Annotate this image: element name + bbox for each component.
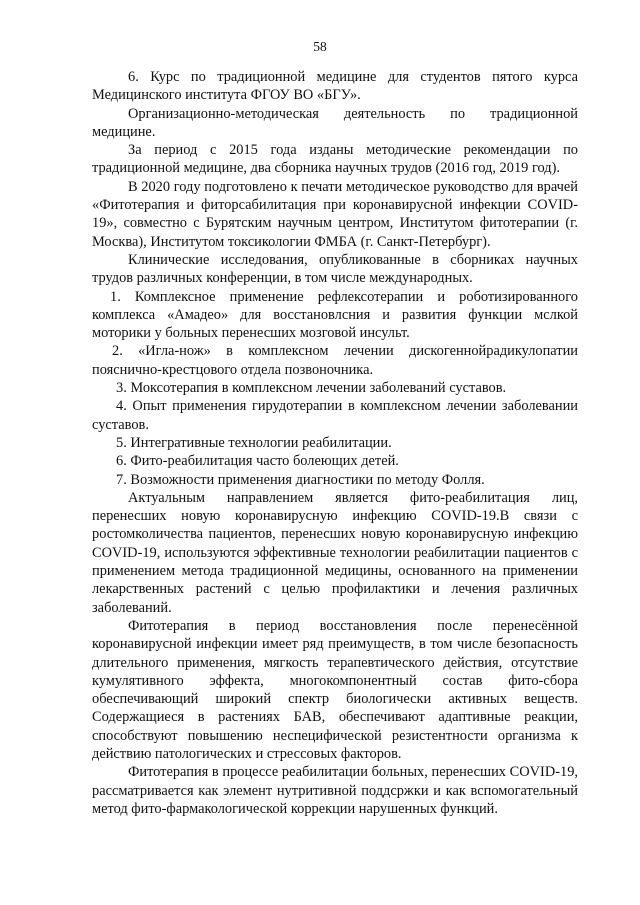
list-item-4: 4. Опыт применения гирудотерапии в комплексном лечении заболевании суставов.	[92, 398, 578, 433]
list-item-3: 3. Моксотерапия в комплексном лечении заболеваний суставов.	[116, 380, 507, 397]
page-number: 58	[313, 39, 327, 54]
list-item-6: 6. Фито-реабилитация часто болеющих детей.	[116, 453, 399, 470]
list-item-5: 5. Интегративные технологии реабилитации.	[116, 434, 392, 451]
paragraph-course-item: 6. Курс по традиционной медицине для студентов пятого курса Медицинского института ФГОУ ВО «БГУ».	[92, 69, 578, 104]
list-item-7: 7. Возможности применения диагностики по методу Фолля.	[116, 471, 485, 488]
paragraph-section-heading: Организационно-методическая деятельность по традиционной медицине.	[92, 105, 578, 140]
document-body	[92, 68, 578, 818]
list-item-2: 2. «Игла-нож» в комплексном лечении дискогеннойрадикулопатии пояснично-крестцового отдела позвоночника.	[92, 343, 578, 378]
paragraph-clinical-research: Клинические исследования, опубликованные в сборниках научных трудов различных конференции, в том числе международных.	[92, 251, 578, 287]
paragraph-phytotherapy-benefits: Фитотерапия в период восстановления после перенесённой коронавирусной инфекции имеет ряд преимуществ, в том числе безопасность длительного применения, мягкость терапевтического действия, отсутствие кумулятивного эффекта, многокомпонентный состав фито-сбора обеспечивающий широкий спектр биологически активных веществ. Содержащиеся в растениях БАВ, обеспечивают адаптивные реакции, способствуют повышению неспецифической резистентности организма к действию патологических и стрессовых факторов.	[92, 617, 578, 762]
list-item-1: 1. Комплексное применение рефлексотерапии и роботизированного комплекса «Амадео» для восстановлсния и развития функции мслкой моторики у больных перенесших мозговой инсульт.	[92, 288, 578, 342]
paragraph-phytotherapy-support: Фитотерапия в процессе реабилитации больных, перенесших COVID-19, рассматривается как элемент нутритивной поддсржки и как вспомогательный метод фито-фармакологической коррекции нарушенных функций.	[92, 764, 578, 817]
paragraph-publications: За период с 2015 года изданы методические рекомендации по традиционной медицине, два сборника научных трудов (2016 год, 2019 год).	[92, 142, 578, 177]
paragraph-covid-rehab: Актуальным направлением является фито-реабилитация лиц, перенесших новую коронавирусную инфекцию COVID-19.В связи с ростомколичества пациентов, перенесших новую коронавирусную инфекцию COVID-19, используются эффективные технологии реабилитации пациентов с применением метода традиционной медицины, основанного на применении лекарственных растений с целью профилактики и лечения различных заболеваний.	[92, 489, 578, 616]
paragraph-guide-2020: В 2020 году подготовлено к печати методическое руководство для врачей «Фитотерапия и фиторсабилитация при коронавирусной инфекции COVID-19», совместно с Бурятским научным центром, Институтом фитотерапии (г. Москва), Институтом токсикологии ФМБА (г. Санкт-Петербург).	[92, 178, 578, 250]
